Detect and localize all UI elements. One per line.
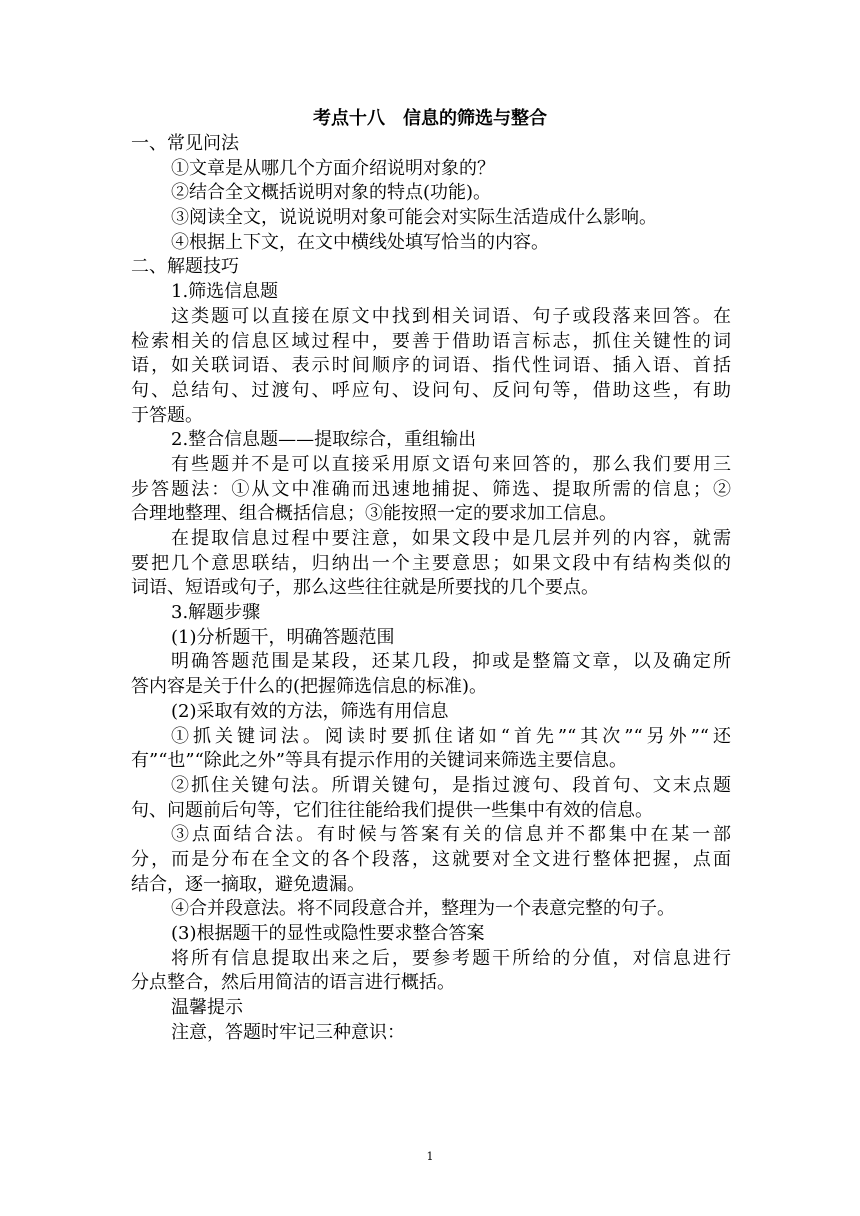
subsection-title-1: 1.筛选信息题 [171, 281, 279, 303]
step-title-1: (1)分析题干，明确答题范围 [171, 626, 395, 648]
method-keyword: ①抓关键词法。阅读时要抓住诸如“首先”“其次”“另外”“还 有”“也”“除此之外”等具有提示作用的关键词来筛选主要信息。 [131, 725, 731, 772]
subsection-title-3: 3.解题步骤 [171, 602, 261, 624]
paragraph-step-1: 明确答题范围是某段，还某几段，抑或是整篇文章，以及确定所 答内容是关于什么的(把握筛选信息的标准)。 [131, 651, 731, 698]
tip-title: 温馨提示 [171, 997, 243, 1019]
subsection-title-2: 2.整合信息题——提取综合，重组输出 [171, 429, 477, 451]
section-heading-2: 二、解题技巧 [131, 256, 239, 278]
step-title-2: (2)采取有效的方法，筛选有用信息 [171, 700, 449, 722]
paragraph-integrate-info: 有些题并不是可以直接采用原文语句来回答的，那么我们要用三 步答题法：①从文中准确而迅速地捕捉、筛选、提取所需的信息；② 合理地整理、组合概括信息；③能按照一定的要求加工信息。 [131, 453, 731, 525]
question-item-2: ②结合全文概括说明对象的特点(功能)。 [171, 182, 492, 204]
section-heading-1: 一、常见问法 [131, 133, 239, 154]
page-number: 1 [426, 1150, 434, 1163]
tip-text: 注意，答题时牢记三种意识： [171, 1021, 405, 1043]
question-item-1: ①文章是从哪几个方面介绍说明对象的？ [171, 157, 495, 179]
question-item-4: ④根据上下文，在文中横线处填写恰当的内容。 [171, 231, 549, 253]
question-item-3: ③阅读全文，说说说明对象可能会对实际生活造成什么影响。 [171, 207, 657, 229]
method-key-sentence: ②抓住关键句法。所谓关键句，是指过渡句、段首句、文末点题 句、问题前后句等，它们往往能给我们提供一些集中有效的信息。 [131, 774, 731, 821]
paragraph-step-3: 将所有信息提取出来之后，要参考题干所给的分值，对信息进行 分点整合，然后用简洁的语言进行概括。 [131, 947, 731, 994]
document-body [131, 132, 731, 1045]
paragraph-extract-notes: 在提取信息过程中要注意，如果文段中是几层并列的内容，就需 要把几个意思联结，归纳出一个主要意思；如果文段中有结构类似的 词语、短语或句子，那么这些往往就是所要找的几个要点。 [131, 528, 731, 599]
method-merge-paragraph: ④合并段意法。将不同段意合并，整理为一个表意完整的句子。 [171, 898, 675, 920]
method-point-surface: ③点面结合法。有时候与答案有关的信息并不都集中在某一部 分，而是分布在全文的各个段落，这就要对全文进行整体把握，点面 结合，逐一摘取，避免遗漏。 [131, 824, 731, 895]
document-title: 考点十八 信息的筛选与整合 [313, 108, 547, 129]
step-title-3: (3)根据题干的显性或隐性要求整合答案 [171, 923, 485, 944]
paragraph-filter-info: 这类题可以直接在原文中找到相关词语、句子或段落来回答。在 检索相关的信息区域过程中，要善于借助语言标志，抓住关键性的词 语，如关联词语、表示时间顺序的词语、指代性词语、插入语、首括 句、总结句、过渡句、呼应句、设问句、反问句等，借助这些，有助 于答题。 [131, 305, 731, 426]
